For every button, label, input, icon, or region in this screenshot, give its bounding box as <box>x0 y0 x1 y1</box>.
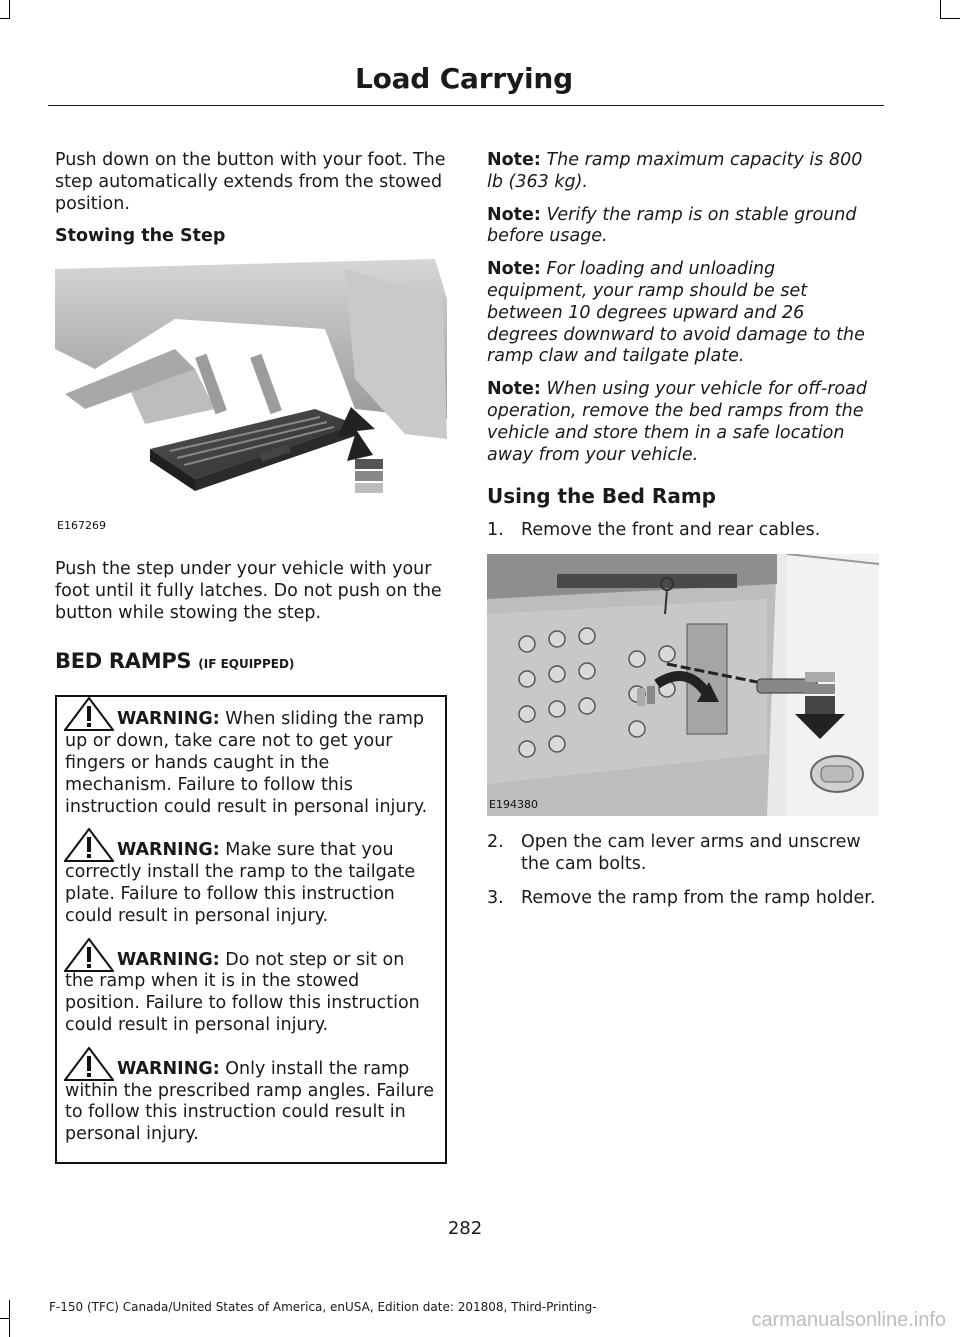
warning-label: WARNING: <box>117 949 220 970</box>
warning-label: WARNING: <box>117 1058 220 1079</box>
crop-mark-top-right-h <box>940 18 960 19</box>
note-label: Note: <box>487 150 541 170</box>
watermark: carmanualsonline.info <box>751 1309 946 1331</box>
crop-mark-top-left <box>9 0 10 18</box>
warning-icon <box>64 1047 114 1081</box>
note-label: Note: <box>487 204 541 225</box>
step-number: 3. <box>487 887 504 908</box>
warning-label: WARNING: <box>117 840 220 861</box>
warning-item <box>65 950 437 1037</box>
crop-mark-top-right <box>940 0 941 18</box>
note-item <box>487 379 879 466</box>
section-title-text: BED RAMPS <box>55 648 192 673</box>
warning-text: Do not step or sit on the ramp when it is in the stowed position. Failure to follow this instruction could result in personal injury. <box>65 949 420 1035</box>
warning-box <box>55 695 447 1164</box>
figure-ramp <box>487 554 879 816</box>
step-item <box>487 832 879 876</box>
step-item <box>487 520 879 542</box>
warning-label: WARNING: <box>117 709 220 730</box>
warning-icon <box>64 828 114 862</box>
warning-text: Make sure that you correctly install the ramp to the tailgate plate. Failure to follow this instruction could result in personal injury. <box>65 840 416 926</box>
warning-icon <box>64 938 114 972</box>
crop-mark-bottom-left-h <box>0 1318 10 1319</box>
step-text: Open the cam lever arms and unscrew the cam bolts. <box>521 831 861 874</box>
warning-text: Only install the ramp within the prescribed ramp angles. Failure to follow this instruction could result in personal injury. <box>65 1058 434 1145</box>
left-column <box>55 150 447 1164</box>
warning-item <box>65 840 437 927</box>
warning-icon <box>64 697 114 731</box>
figure-code: E167269 <box>57 519 106 533</box>
section-title-bed-ramps <box>55 648 447 676</box>
section-title-suffix: (IF EQUIPPED) <box>198 656 295 671</box>
warning-item <box>65 709 437 818</box>
intro-paragraph: Push down on the button with your foot. The step automatically extends from the stowed position. <box>55 150 446 214</box>
steps-list <box>487 520 879 542</box>
note-item <box>487 205 879 249</box>
crop-mark-top-left-h <box>0 18 10 19</box>
note-text: Verify the ramp is on stable ground before usage. <box>487 204 857 247</box>
header-rule <box>48 105 884 106</box>
stowing-paragraph: Push the step under your vehicle with your foot until it fully latches. Do not push on the button while stowing the step. <box>55 559 442 623</box>
step-text: Remove the ramp from the ramp holder. <box>521 887 876 908</box>
note-label: Note: <box>487 259 541 280</box>
steps-list-continued <box>487 832 879 909</box>
note-item <box>487 150 879 194</box>
warning-text: When sliding the ramp up or down, take care not to get your fingers or hands caught in the mechanism. Failure to follow this instruction could result in personal injury. <box>65 709 428 817</box>
right-column <box>487 150 879 921</box>
stowing-heading: Stowing the Step <box>55 226 226 247</box>
step-item <box>487 888 879 910</box>
step-number: 2. <box>487 831 504 852</box>
figure-code: E194380 <box>489 798 538 812</box>
step-text: Remove the front and rear cables. <box>521 520 821 541</box>
note-text: The ramp maximum capacity is 800 lb (363 kg). <box>487 150 863 192</box>
page-number: 282 <box>447 1218 483 1239</box>
step-illustration <box>55 259 447 537</box>
warning-item <box>65 1059 437 1146</box>
ramp-illustration <box>487 554 879 816</box>
step-number: 1. <box>487 520 504 541</box>
page-title: Load Carrying <box>354 62 573 95</box>
note-text: When using your vehicle for off-road operation, remove the bed ramps from the vehicle and store them in a safe location away from your vehicle. <box>487 379 867 465</box>
note-item <box>487 259 879 368</box>
note-text: For loading and unloading equipment, your ramp should be set between 10 degrees upward and 26 degrees downward to avoid damage to the ramp claw and tailgate plate. <box>487 259 865 367</box>
using-bed-ramp-heading: Using the Bed Ramp <box>487 484 716 509</box>
figure-step <box>55 259 447 537</box>
note-label: Note: <box>487 379 541 400</box>
footer-edition: F-150 (TFC) Canada/United States of America, enUSA, Edition date: 201808, Third-Printing- <box>49 1300 597 1314</box>
